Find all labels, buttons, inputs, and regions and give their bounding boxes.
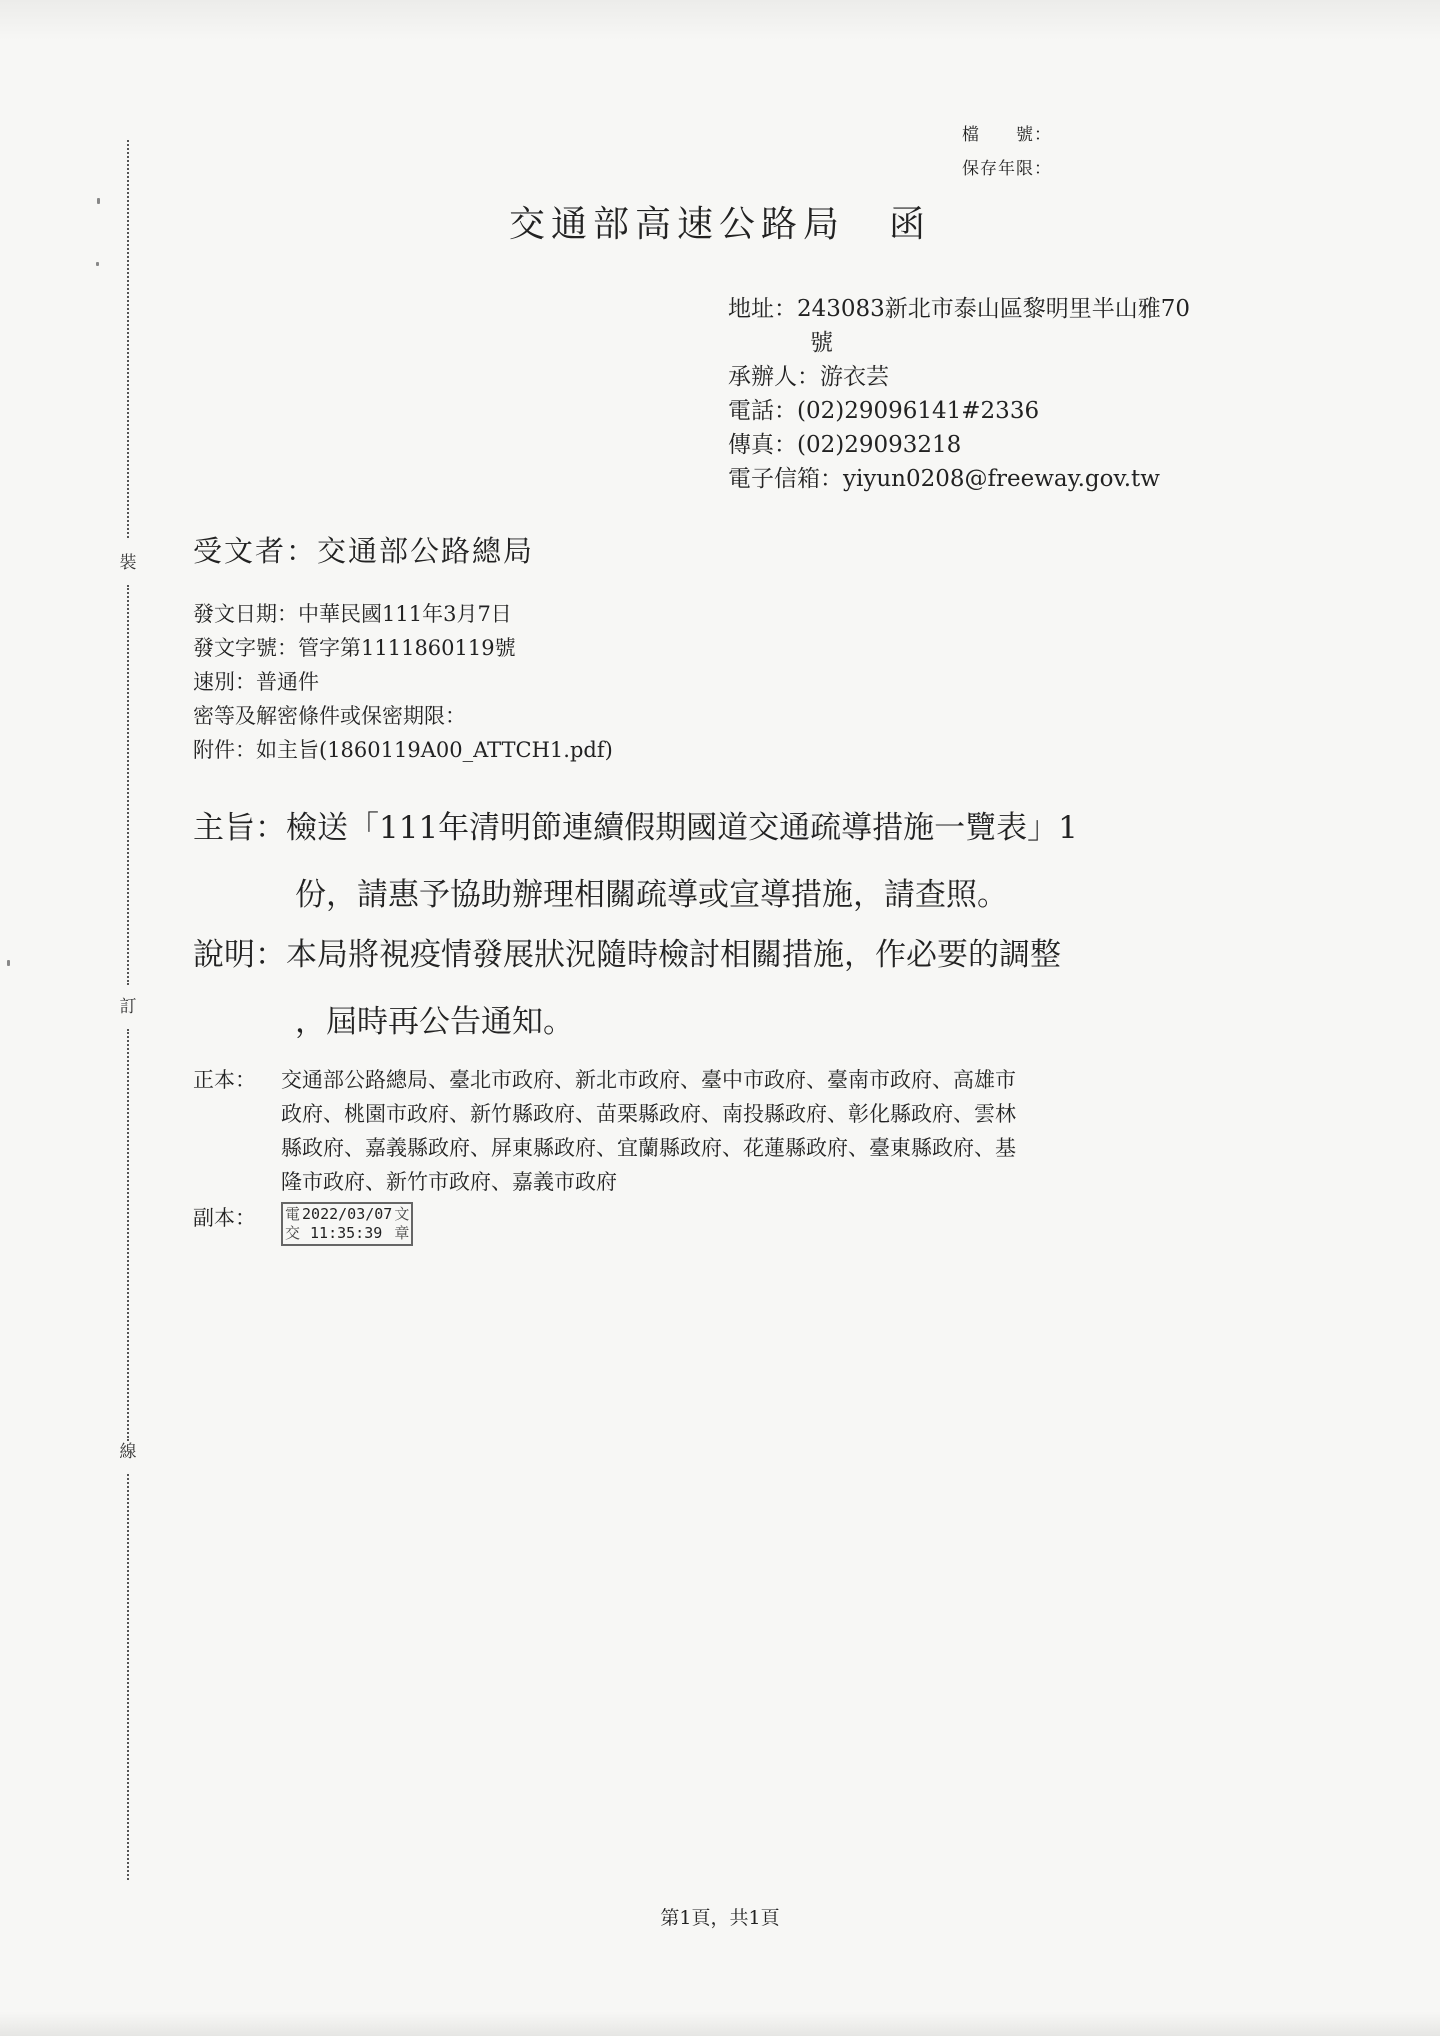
dispatch-meta bbox=[193, 597, 613, 767]
binding-line bbox=[127, 585, 129, 985]
address-value-continued: 號 bbox=[810, 330, 833, 356]
recipients-line: 政府、桃園市政府、新竹縣政府、苗栗縣政府、南投縣政府、彰化縣政府、雲林 bbox=[281, 1102, 1016, 1126]
scan-shadow-bottom bbox=[0, 2012, 1440, 2036]
speed-label: 速別： bbox=[193, 670, 256, 694]
stamp-char: 交 bbox=[285, 1224, 301, 1242]
binding-char-xian: 線 bbox=[119, 1442, 137, 1462]
date-label: 發文日期： bbox=[193, 602, 298, 626]
handler-value: 游衣芸 bbox=[820, 364, 889, 390]
subject-block bbox=[193, 795, 1078, 929]
subject-text: 檢送「111年清明節連續假期國道交通疏導措施一覽表」1 bbox=[286, 810, 1078, 846]
explanation-block bbox=[193, 922, 1061, 1056]
copy-recipients-label: 副本： bbox=[193, 1206, 256, 1230]
scan-shadow-top bbox=[0, 0, 1440, 40]
handler-label: 承辦人： bbox=[728, 364, 820, 390]
distribution-block bbox=[193, 1063, 1016, 1246]
stamp-char: 電 bbox=[285, 1205, 301, 1223]
scan-speck bbox=[7, 960, 10, 966]
explanation-label: 說明： bbox=[193, 937, 286, 973]
scan-speck bbox=[96, 262, 99, 266]
date-value: 中華民國111年3月7日 bbox=[298, 602, 512, 626]
recipient-value: 交通部公路總局 bbox=[317, 534, 535, 568]
secrecy-label: 密等及解密條件或保密期限： bbox=[193, 704, 466, 728]
retention-period-label: 保存年限： bbox=[962, 159, 1052, 179]
speed-value: 普通件 bbox=[256, 670, 319, 694]
email-value: yiyun0208@freeway.gov.tw bbox=[843, 466, 1160, 492]
attachment-label: 附件： bbox=[193, 738, 256, 762]
stamp-time: 11:35:39 bbox=[310, 1224, 383, 1242]
original-recipients-list bbox=[281, 1063, 1016, 1199]
file-meta bbox=[962, 118, 1052, 186]
reference-value: 管字第1111860119號 bbox=[298, 636, 516, 660]
subject-label: 主旨： bbox=[193, 810, 286, 846]
recipients-line: 隆市政府、新竹市政府、嘉義市政府 bbox=[281, 1170, 617, 1194]
recipients-line: 交通部公路總局、臺北市政府、新北市政府、臺中市政府、臺南市政府、高雄市 bbox=[281, 1068, 1016, 1092]
recipients-line: 縣政府、嘉義縣政府、屏東縣政府、宜蘭縣政府、花蓮縣政府、臺東縣政府、基 bbox=[281, 1136, 1016, 1160]
email-label: 電子信箱： bbox=[728, 466, 843, 492]
file-number-label: 檔 號： bbox=[962, 125, 1052, 145]
attachment-value: 如主旨(1860119A00_ATTCH1.pdf) bbox=[256, 738, 613, 762]
phone-value: (02)29096141#2336 bbox=[797, 398, 1040, 424]
page-number: 第1頁，共1頁 bbox=[660, 1907, 780, 1929]
recipient-label: 受文者： bbox=[193, 534, 318, 568]
binding-line bbox=[127, 1474, 129, 1880]
explanation-text-continued: ，屆時再公告通知。 bbox=[295, 1004, 574, 1040]
fax-label: 傳真： bbox=[728, 432, 797, 458]
agency-name: 交通部高速公路局 bbox=[508, 204, 845, 245]
contact-block bbox=[728, 292, 1190, 496]
stamp-char: 文 bbox=[394, 1205, 410, 1223]
subject-text-continued: 份，請惠予協助辦理相關疏導或宣導措施，請查照。 bbox=[295, 877, 1008, 913]
stamp-date: 2022/03/07 bbox=[302, 1205, 393, 1223]
binding-char-ding: 訂 bbox=[119, 997, 137, 1017]
address-value: 243083新北市泰山區黎明里半山雅70 bbox=[797, 296, 1191, 322]
phone-label: 電話： bbox=[728, 398, 797, 424]
document-type: 函 bbox=[889, 204, 932, 245]
address-label: 地址： bbox=[728, 296, 797, 322]
binding-char-zhuang: 裝 bbox=[119, 553, 137, 573]
explanation-text: 本局將視疫情發展狀況隨時檢討相關措施，作必要的調整 bbox=[286, 937, 1061, 973]
binding-line bbox=[127, 1029, 129, 1441]
stamp-char: 章 bbox=[394, 1224, 410, 1242]
reference-label: 發文字號： bbox=[193, 636, 298, 660]
fax-value: (02)29093218 bbox=[797, 432, 962, 458]
recipient-line bbox=[193, 529, 534, 570]
electronic-seal-stamp bbox=[281, 1202, 413, 1246]
original-recipients-label: 正本： bbox=[193, 1068, 256, 1092]
document-title bbox=[0, 196, 1440, 247]
